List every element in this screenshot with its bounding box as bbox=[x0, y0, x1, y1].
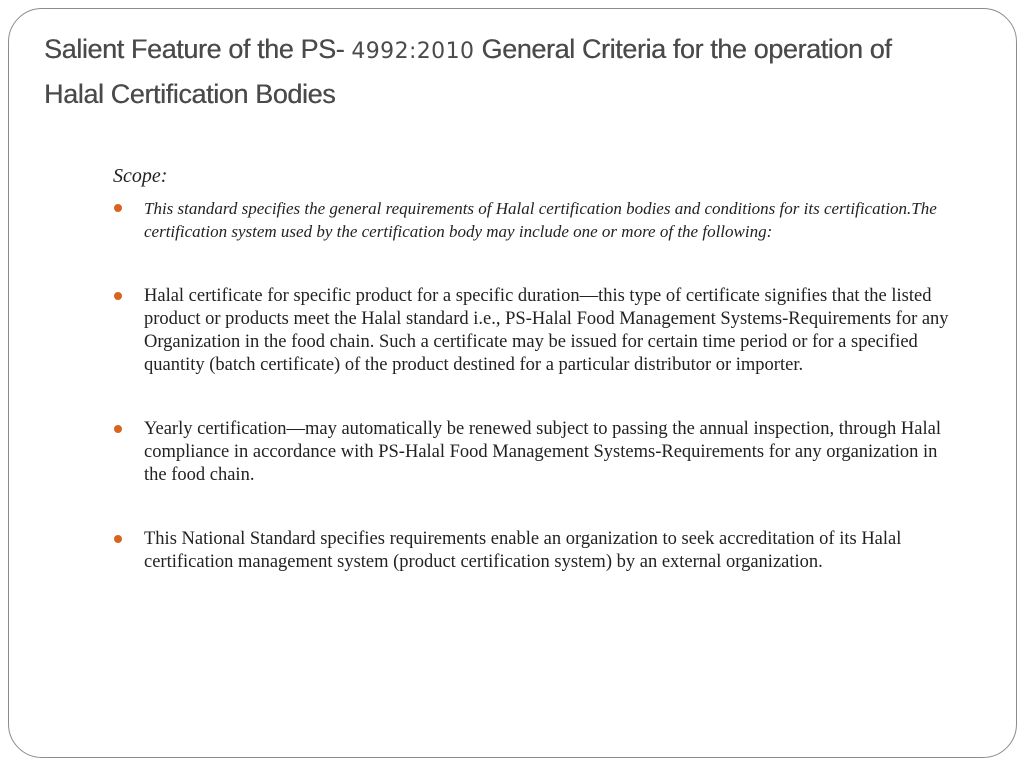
bullet-dot-icon bbox=[114, 425, 122, 433]
list-item bbox=[113, 418, 958, 488]
title-standard-code: 4992:2010 bbox=[351, 39, 475, 64]
list-item bbox=[113, 285, 958, 378]
title-part-2: General Criteria for the operation of Halal Certification Bodies bbox=[44, 34, 892, 109]
scope-label: Scope: bbox=[113, 165, 168, 187]
bullet-dot-icon bbox=[114, 204, 122, 212]
list-item bbox=[113, 197, 958, 244]
title-part-1: Salient Feature of the PS- bbox=[44, 34, 352, 64]
bullet-text: Yearly certification—may automatically be renewed subject to passing the annual inspection, through Halal compliance in accordance with PS-Halal Food Management Systems-Requirements for any organization in the food chain. bbox=[144, 418, 941, 486]
slide-title bbox=[44, 28, 944, 116]
bullet-dot-icon bbox=[114, 292, 122, 300]
bullet-text: This standard specifies the general requirements of Halal certification bodies and conditions for its certification.The certification system used by the certification body may include one or more of the following: bbox=[144, 199, 937, 242]
list-item bbox=[113, 528, 958, 575]
bullet-list bbox=[113, 197, 958, 574]
bullet-dot-icon bbox=[114, 535, 122, 543]
bullet-text: Halal certificate for specific product for a specific duration—this type of certificate signifies that the listed product or products meet the Halal standard i.e., PS-Halal Food Management Systems-Requirements for any Organization in the food chain. Such a certificate may be issued for certain time period or for a specified quantity (batch certificate) of the product destined for a particular distributor or importer. bbox=[144, 285, 949, 376]
bullet-text: This National Standard specifies requirements enable an organization to seek accreditation of its Halal certification management system (product certification system) by an external organization. bbox=[144, 528, 902, 572]
